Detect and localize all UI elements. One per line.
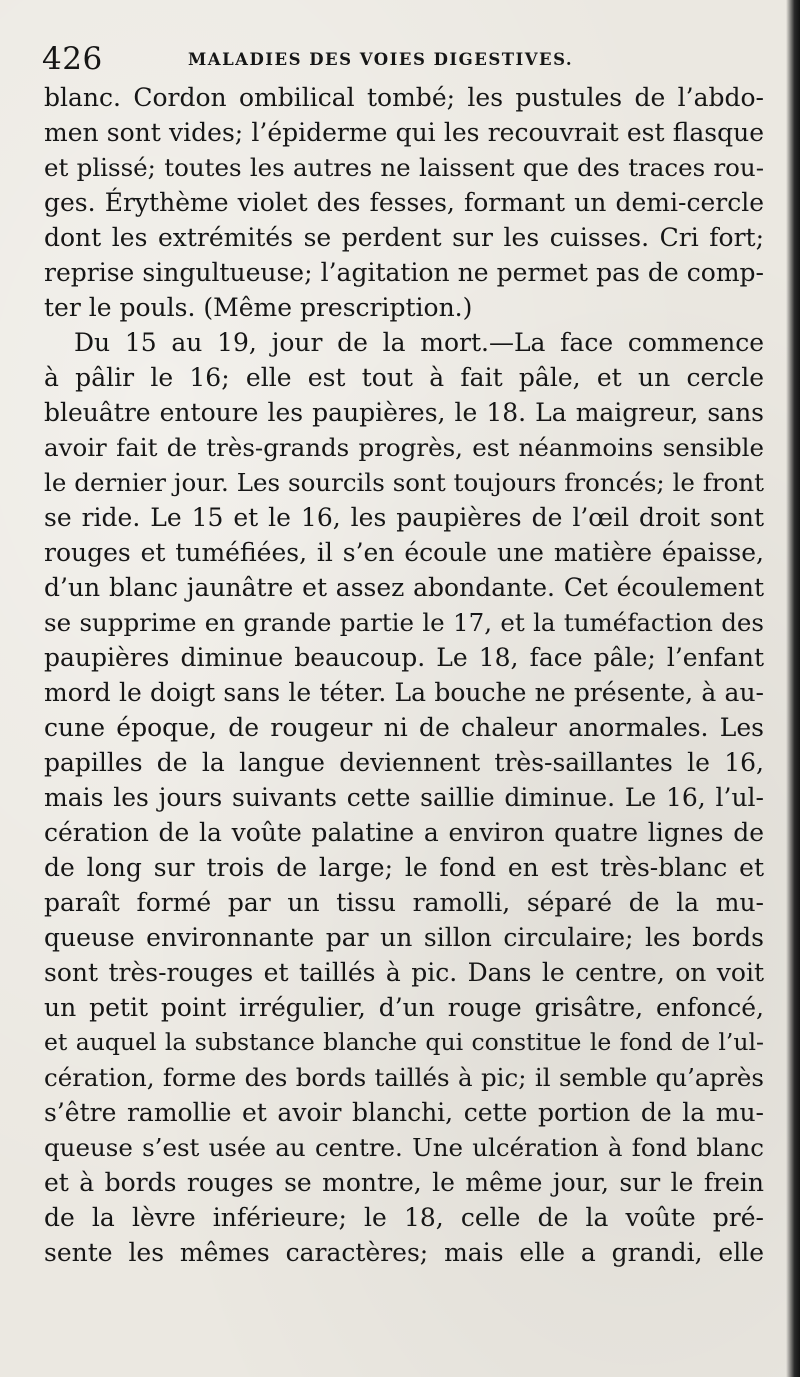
text-line: et auquel la substance blanche qui constitue le fond de l’ul- bbox=[44, 1028, 764, 1056]
text-line: et à bords rouges se montre, le même jour, sur le frein bbox=[44, 1168, 764, 1197]
text-line: à pâlir le 16; elle est tout à fait pâle, et un cercle bbox=[44, 363, 764, 392]
text-line: avoir fait de très-grands progrès, est néanmoins sensible bbox=[44, 433, 764, 462]
page-number: 426 bbox=[42, 41, 103, 77]
text-line: mais les jours suivants cette saillie diminue. Le 16, l’ul- bbox=[44, 783, 764, 812]
text-line: papilles de la langue deviennent très-saillantes le 16, bbox=[44, 748, 764, 777]
text-line: mord le doigt sans le téter. La bouche ne présente, à au- bbox=[44, 678, 764, 707]
text-line: le dernier jour. Les sourcils sont toujours froncés; le front bbox=[44, 468, 764, 497]
text-line: un petit point irrégulier, d’un rouge grisâtre, enfoncé, bbox=[44, 993, 764, 1022]
text-line: cune époque, de rougeur ni de chaleur anormales. Les bbox=[44, 713, 764, 742]
text-line: bleuâtre entoure les paupières, le 18. La maigreur, sans bbox=[44, 398, 764, 427]
body-text bbox=[44, 80, 764, 1270]
text-line: paupières diminue beaucoup. Le 18, face pâle; l’enfant bbox=[44, 643, 764, 672]
text-line: ter le pouls. (Même prescription.) bbox=[44, 293, 473, 322]
text-line: s’être ramollie et avoir blanchi, cette portion de la mu- bbox=[44, 1098, 764, 1127]
text-line: men sont vides; l’épiderme qui les recouvrait est flasque bbox=[44, 118, 764, 147]
text-line: d’un blanc jaunâtre et assez abondante. Cet écoulement bbox=[44, 573, 764, 602]
text-line: ges. Érythème violet des fesses, formant un demi-cercle bbox=[44, 188, 764, 217]
page-header bbox=[42, 40, 782, 80]
text-line: rouges et tuméfiées, il s’en écoule une matière épaisse, bbox=[44, 538, 764, 567]
text-line: reprise singultueuse; l’agitation ne permet pas de comp- bbox=[44, 258, 764, 287]
text-line: queuse s’est usée au centre. Une ulcération à fond blanc bbox=[44, 1133, 764, 1162]
text-line: de long sur trois de large; le fond en est très-blanc et bbox=[44, 853, 764, 882]
text-line: de la lèvre inférieure; le 18, celle de la voûte pré- bbox=[44, 1203, 764, 1232]
text-line: se supprime en grande partie le 17, et la tuméfaction des bbox=[44, 608, 764, 637]
text-line: cération de la voûte palatine a environ quatre lignes de bbox=[44, 818, 764, 847]
text-line: paraît formé par un tissu ramolli, séparé de la mu- bbox=[44, 888, 764, 917]
scan-edge-shadow bbox=[786, 0, 800, 1377]
text-line: queuse environnante par un sillon circulaire; les bords bbox=[44, 923, 764, 952]
text-line: blanc. Cordon ombilical tombé; les pustules de l’abdo- bbox=[44, 83, 764, 112]
text-line: se ride. Le 15 et le 16, les paupières de l’œil droit sont bbox=[44, 503, 764, 532]
text-line: Du 15 au 19, jour de la mort.—La face commence bbox=[74, 328, 764, 357]
running-head: MALADIES DES VOIES DIGESTIVES. bbox=[188, 50, 574, 69]
text-line: sente les mêmes caractères; mais elle a grandi, elle bbox=[44, 1238, 764, 1267]
text-line: dont les extrémités se perdent sur les cuisses. Cri fort; bbox=[44, 223, 764, 252]
text-line: sont très-rouges et taillés à pic. Dans le centre, on voit bbox=[44, 958, 764, 987]
text-line: et plissé; toutes les autres ne laissent que des traces rou- bbox=[44, 153, 764, 182]
text-line: cération, forme des bords taillés à pic; il semble qu’après bbox=[44, 1063, 764, 1092]
